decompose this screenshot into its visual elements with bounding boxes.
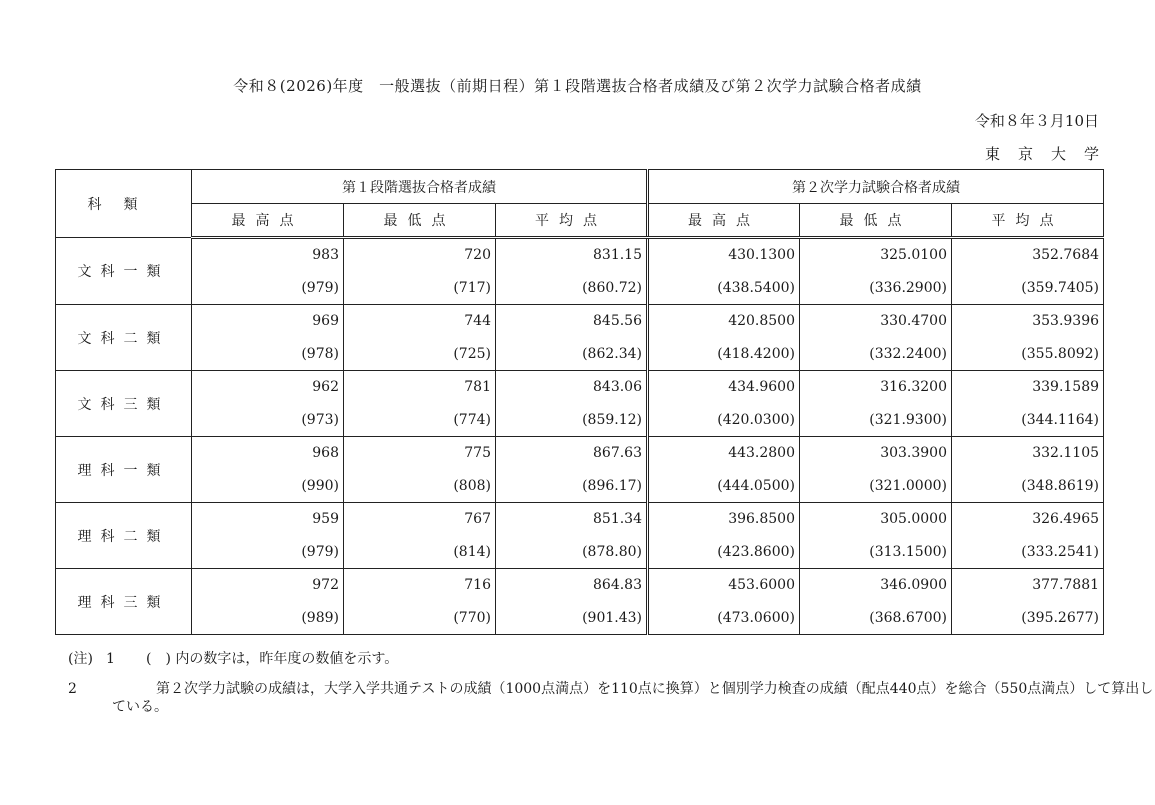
note-1 xyxy=(68,650,1155,668)
previous-year-value: (979) xyxy=(301,544,339,560)
previous-year-value: (901.43) xyxy=(582,610,642,626)
score-cell xyxy=(800,371,952,437)
current-year-value: 972 xyxy=(312,577,339,593)
note-1-text: ( ) 内の数字は，昨年度の数値を示す。 xyxy=(146,651,399,667)
score-cell xyxy=(496,305,648,371)
previous-year-value: (860.72) xyxy=(582,280,642,296)
table-row xyxy=(56,238,1104,305)
current-year-value: 346.0900 xyxy=(880,577,947,593)
current-year-value: 775 xyxy=(464,445,491,461)
previous-year-value: (336.2900) xyxy=(869,280,947,296)
notes xyxy=(68,650,1155,716)
previous-year-value: (313.1500) xyxy=(869,544,947,560)
previous-year-value: (808) xyxy=(453,478,491,494)
current-year-value: 453.6000 xyxy=(728,577,795,593)
header-col-max-1: 最高点 xyxy=(192,204,344,238)
current-year-value: 352.7684 xyxy=(1032,247,1100,263)
current-year-value: 430.1300 xyxy=(728,247,795,263)
page-title: 令和８(2026)年度 一般選抜（前期日程）第１段階選抜合格者成績及び第２次学力試験合格者成績 xyxy=(233,77,922,95)
header-stage2: 第２次学力試験合格者成績 xyxy=(648,170,1104,204)
previous-year-value: (348.8619) xyxy=(1021,478,1100,494)
score-cell xyxy=(648,569,800,635)
score-cell xyxy=(648,371,800,437)
previous-year-value: (321.0000) xyxy=(869,478,947,494)
current-year-value: 396.8500 xyxy=(728,511,795,527)
previous-year-value: (332.2400) xyxy=(869,346,947,362)
current-year-value: 303.3900 xyxy=(880,445,947,461)
current-year-value: 864.83 xyxy=(593,577,642,593)
current-year-value: 316.3200 xyxy=(880,379,947,395)
score-cell xyxy=(496,371,648,437)
note-1-number: 1 xyxy=(106,651,115,667)
issuer-name: 東京大学 xyxy=(984,145,1117,163)
score-cell xyxy=(344,503,496,569)
current-year-value: 377.7881 xyxy=(1032,577,1100,593)
header-col-avg-1: 平均点 xyxy=(496,204,648,238)
table-row xyxy=(56,569,1104,635)
table-row xyxy=(56,305,1104,371)
row-category-label: 理科二類 xyxy=(56,503,192,569)
note-prefix: (注) xyxy=(68,651,93,667)
previous-year-value: (355.8092) xyxy=(1021,346,1100,362)
previous-year-value: (321.9300) xyxy=(869,412,947,428)
score-cell xyxy=(800,503,952,569)
current-year-value: 983 xyxy=(312,247,339,263)
score-cell xyxy=(952,437,1104,503)
table-row xyxy=(56,503,1104,569)
current-year-value: 330.4700 xyxy=(880,313,947,329)
current-year-value: 353.9396 xyxy=(1032,313,1100,329)
previous-year-value: (423.8600) xyxy=(717,544,795,560)
previous-year-value: (973) xyxy=(301,412,339,428)
previous-year-value: (862.34) xyxy=(582,346,642,362)
current-year-value: 716 xyxy=(464,577,491,593)
current-year-value: 959 xyxy=(312,511,339,527)
score-cell xyxy=(344,569,496,635)
previous-year-value: (395.2677) xyxy=(1021,610,1100,626)
score-cell xyxy=(192,503,344,569)
previous-year-value: (420.0300) xyxy=(717,412,795,428)
previous-year-value: (990) xyxy=(301,478,339,494)
current-year-value: 325.0100 xyxy=(880,247,947,263)
score-cell xyxy=(344,371,496,437)
score-cell xyxy=(192,371,344,437)
current-year-value: 867.63 xyxy=(593,445,642,461)
score-cell xyxy=(344,305,496,371)
row-category-label: 文科三類 xyxy=(56,371,192,437)
header-col-avg-2: 平均点 xyxy=(952,204,1104,238)
score-cell xyxy=(496,569,648,635)
score-cell xyxy=(648,437,800,503)
previous-year-value: (978) xyxy=(301,346,339,362)
current-year-value: 326.4965 xyxy=(1032,511,1100,527)
current-year-value: 744 xyxy=(464,313,491,329)
previous-year-value: (418.4200) xyxy=(717,346,795,362)
scores-table xyxy=(55,169,1104,635)
publication-date: 令和８年３月10日 xyxy=(974,112,1099,130)
previous-year-value: (989) xyxy=(301,610,339,626)
previous-year-value: (344.1164) xyxy=(1021,412,1100,428)
previous-year-value: (438.5400) xyxy=(717,280,795,296)
score-cell xyxy=(496,437,648,503)
previous-year-value: (359.7405) xyxy=(1021,280,1100,296)
current-year-value: 720 xyxy=(464,247,491,263)
score-cell xyxy=(800,238,952,305)
current-year-value: 443.2800 xyxy=(728,445,795,461)
previous-year-value: (770) xyxy=(453,610,491,626)
score-cell xyxy=(952,503,1104,569)
score-cell xyxy=(648,503,800,569)
scores-table-body xyxy=(56,238,1104,635)
score-cell xyxy=(952,371,1104,437)
score-cell xyxy=(192,437,344,503)
score-cell xyxy=(648,305,800,371)
table-row xyxy=(56,437,1104,503)
header-column-row xyxy=(56,204,1104,238)
score-cell xyxy=(952,238,1104,305)
previous-year-value: (979) xyxy=(301,280,339,296)
current-year-value: 767 xyxy=(464,511,491,527)
score-cell xyxy=(800,569,952,635)
header-col-min-2: 最低点 xyxy=(800,204,952,238)
previous-year-value: (878.80) xyxy=(582,544,642,560)
header-group-row xyxy=(56,170,1104,204)
score-cell xyxy=(800,305,952,371)
row-category-label: 理科一類 xyxy=(56,437,192,503)
header-stage1: 第１段階選抜合格者成績 xyxy=(192,170,648,204)
score-cell xyxy=(496,503,648,569)
current-year-value: 305.0000 xyxy=(880,511,947,527)
current-year-value: 781 xyxy=(464,379,491,395)
note-2 xyxy=(68,680,1155,716)
score-cell xyxy=(648,238,800,305)
score-cell xyxy=(496,238,648,305)
previous-year-value: (473.0600) xyxy=(717,610,795,626)
row-category-label: 文科一類 xyxy=(56,238,192,305)
score-cell xyxy=(344,238,496,305)
score-cell xyxy=(952,569,1104,635)
current-year-value: 851.34 xyxy=(593,511,642,527)
previous-year-value: (814) xyxy=(453,544,491,560)
previous-year-value: (859.12) xyxy=(582,412,642,428)
score-cell xyxy=(952,305,1104,371)
current-year-value: 332.1105 xyxy=(1032,445,1100,461)
current-year-value: 845.56 xyxy=(593,313,642,329)
previous-year-value: (333.2541) xyxy=(1021,544,1100,560)
previous-year-value: (774) xyxy=(453,412,491,428)
current-year-value: 962 xyxy=(312,379,339,395)
previous-year-value: (717) xyxy=(453,280,491,296)
score-cell xyxy=(192,305,344,371)
header-col-max-2: 最高点 xyxy=(648,204,800,238)
current-year-value: 339.1589 xyxy=(1032,379,1100,395)
note-2-number: 2 xyxy=(68,681,77,697)
previous-year-value: (896.17) xyxy=(582,478,642,494)
score-cell xyxy=(192,238,344,305)
current-year-value: 434.9600 xyxy=(728,379,795,395)
current-year-value: 831.15 xyxy=(593,247,642,263)
score-cell xyxy=(344,437,496,503)
score-cell xyxy=(800,437,952,503)
header-category: 科類 xyxy=(56,170,192,238)
score-cell xyxy=(192,569,344,635)
current-year-value: 420.8500 xyxy=(728,313,795,329)
current-year-value: 969 xyxy=(312,313,339,329)
current-year-value: 843.06 xyxy=(593,379,642,395)
note-2-text: 第２次学力試験の成績は，大学入学共通テストの成績（1000点満点）を110点に換算）と個別学力検査の成績（配点440点）を総合（550点満点）して算出している。 xyxy=(112,681,1154,715)
previous-year-value: (444.0500) xyxy=(717,478,795,494)
previous-year-value: (368.6700) xyxy=(869,610,947,626)
header-col-min-1: 最低点 xyxy=(344,204,496,238)
row-category-label: 文科二類 xyxy=(56,305,192,371)
row-category-label: 理科三類 xyxy=(56,569,192,635)
table-row xyxy=(56,371,1104,437)
current-year-value: 968 xyxy=(312,445,339,461)
previous-year-value: (725) xyxy=(453,346,491,362)
